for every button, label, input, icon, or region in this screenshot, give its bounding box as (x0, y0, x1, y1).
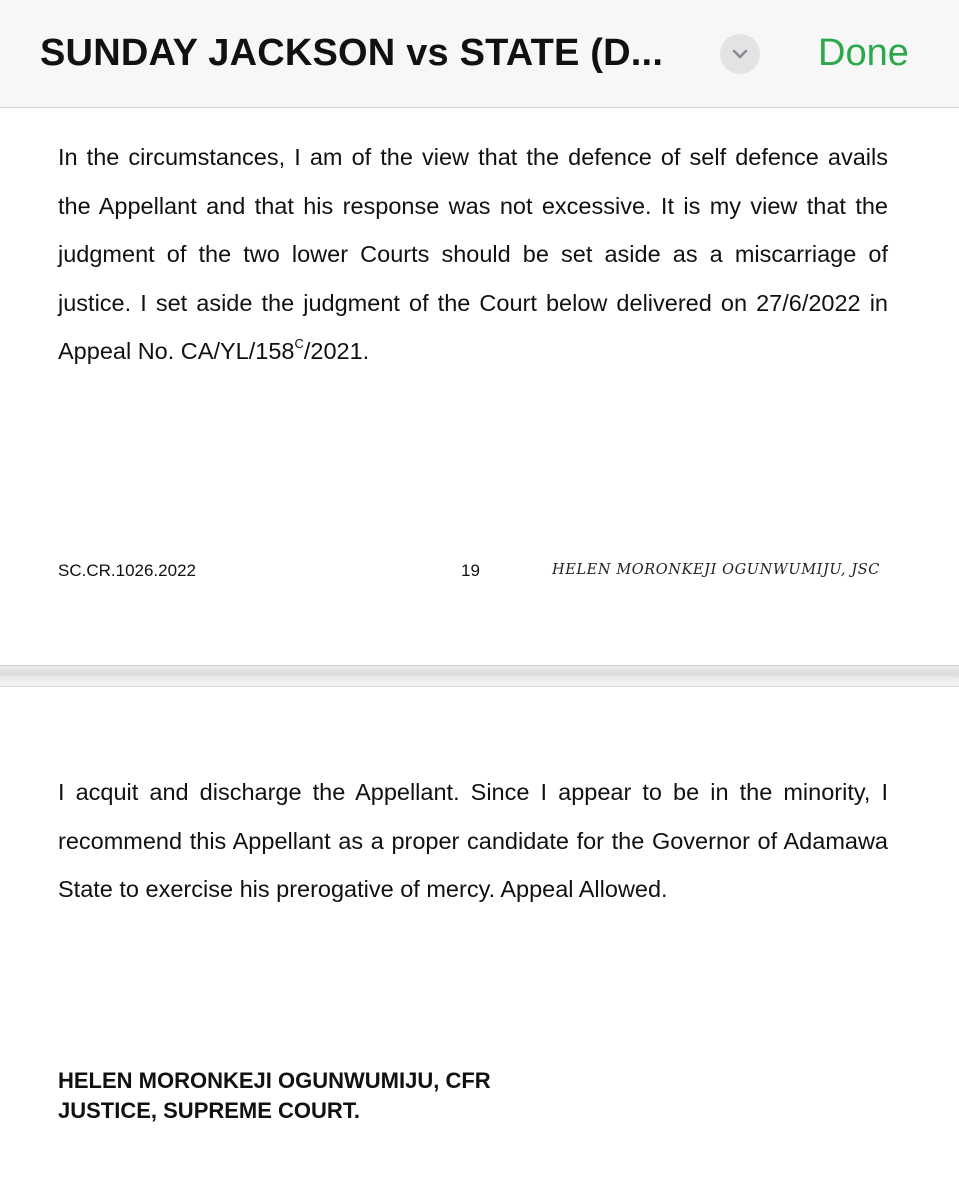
title-menu-button[interactable] (720, 34, 760, 74)
done-button[interactable]: Done (818, 32, 909, 74)
page-19-paragraph-text: In the circumstances, I am of the view that the defence of self defence avails the Appellant and that his response was not excessive. It is my view that the judgment of the two lower Courts should be set aside as a miscarriage of justice. I set aside the judgment of the Court below delivered on 27/6/2022 in Appeal No. CA/YL/158 (58, 144, 888, 364)
chevron-down-icon (731, 48, 749, 60)
document-header (0, 0, 959, 108)
document-title: SUNDAY JACKSON vs STATE (D... (40, 32, 664, 74)
signature-title: JUSTICE, SUPREME COURT. (58, 1098, 360, 1123)
appeal-number-suffix: /2021. (303, 338, 370, 364)
page-19-paragraph (58, 133, 888, 376)
signature-name: HELEN MORONKEJI OGUNWUMIJU, CFR (58, 1068, 491, 1093)
page-number: 19 (461, 561, 480, 580)
page-20-paragraph: I acquit and discharge the Appellant. Since I appear to be in the minority, I recommend this Appellant as a proper candidate for the Governor of Adamawa State to exercise his prerogative of mercy. Appeal Allowed. (58, 779, 888, 902)
footer-author: HELEN MORONKEJI OGUNWUMIJU, JSC (552, 562, 880, 578)
case-reference: SC.CR.1026.2022 (58, 561, 196, 580)
page-separator (0, 665, 959, 687)
signature-block (58, 1066, 491, 1126)
appeal-number-superscript: C (294, 336, 304, 351)
